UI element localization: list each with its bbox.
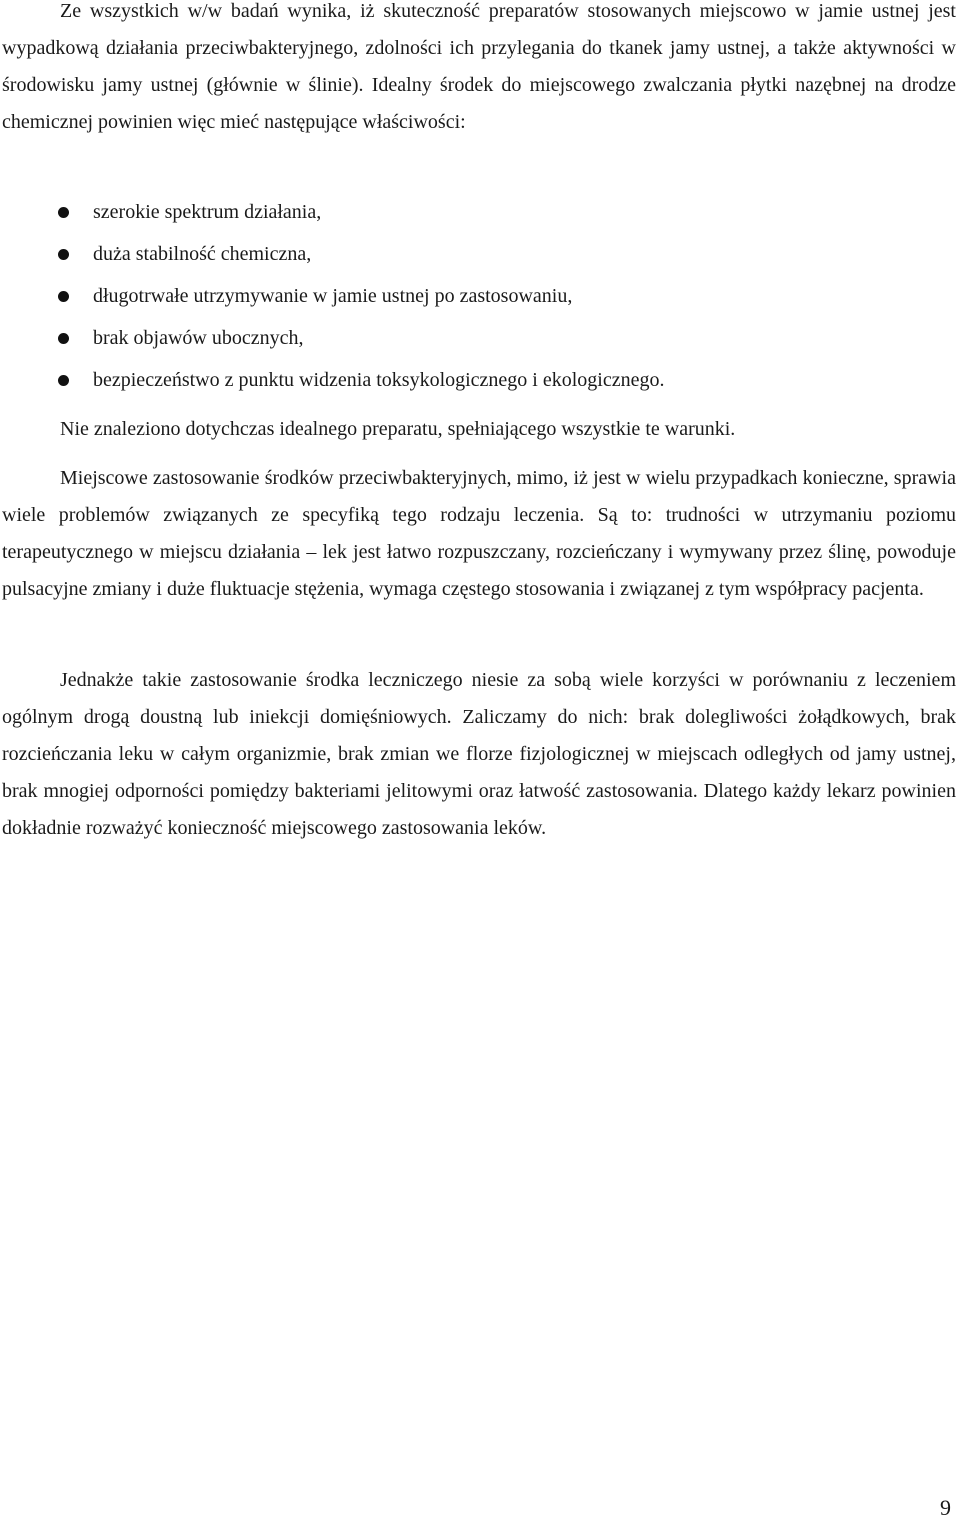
bullet-icon bbox=[58, 207, 69, 218]
list-item-text: szerokie spektrum działania, bbox=[93, 201, 322, 223]
bullet-icon bbox=[58, 375, 69, 386]
list-item-text: bezpieczeństwo z punktu widzenia toksykologicznego i ekologicznego. bbox=[93, 369, 665, 391]
paragraph-problems: Miejscowe zastosowanie środków przeciwbakteryjnych, mimo, iż jest w wielu przypadkach konieczne, sprawia wiele problemów związanych ze specyfiką tego rodzaju leczenia. Są to: trudności w utrzymaniu poziomu terapeutycznego w miejscu działania – lek jest łatwo rozpuszczany, rozcieńczany i wymywany przez ślinę, powoduje pulsacyjne zmiany i duże fluktuacje stężenia, wymaga częstego stosowania i związanej z tym współpracy pacjenta. bbox=[2, 467, 956, 600]
bullet-icon bbox=[58, 333, 69, 344]
paragraph-intro: Ze wszystkich w/w badań wynika, iż skuteczność preparatów stosowanych miejscowo w jamie ustnej jest wypadkową działania przeciwbakteryjnego, zdolności ich przylegania do tkanek jamy ustnej, a także aktywności w środowisku jamy ustnej (głównie w ślinie). Idealny środek do miejscowego zwalczania płytki nazębnej na drodze chemicznej powinien więc mieć następujące właściwości: bbox=[2, 0, 956, 133]
bullet-icon bbox=[58, 249, 69, 260]
list-item bbox=[60, 359, 940, 401]
list-item bbox=[60, 275, 940, 317]
list-item-text: duża stabilność chemiczna, bbox=[93, 243, 312, 265]
page-number: 9 bbox=[940, 1495, 951, 1520]
list-item bbox=[60, 191, 940, 233]
paragraph-benefits: Jednakże takie zastosowanie środka leczniczego niesie za sobą wiele korzyści w porównaniu z leczeniem ogólnym drogą doustną lub iniekcji domięśniowych. Zaliczamy do nich: brak dolegliwości żołądkowych, brak rozcieńczania leku w całym organizmie, brak zmian we florze fizjologicznej w miejscach odległych od jamy ustnej, brak mnogiej odporności pomiędzy bakteriami jelitowymi oraz łatwość zastosowania. Dlatego każdy lekarz powinien dokładnie rozważyć konieczność miejscowego zastosowania leków. bbox=[2, 669, 956, 839]
properties-list bbox=[60, 191, 940, 401]
list-item-text: brak objawów ubocznych, bbox=[93, 327, 304, 349]
list-item bbox=[60, 317, 940, 359]
paragraph-no-ideal: Nie znaleziono dotychczas idealnego preparatu, spełniającego wszystkie te warunki. bbox=[60, 418, 736, 440]
bullet-icon bbox=[58, 291, 69, 302]
list-item bbox=[60, 233, 940, 275]
list-item-text: długotrwałe utrzymywanie w jamie ustnej po zastosowaniu, bbox=[93, 285, 573, 307]
